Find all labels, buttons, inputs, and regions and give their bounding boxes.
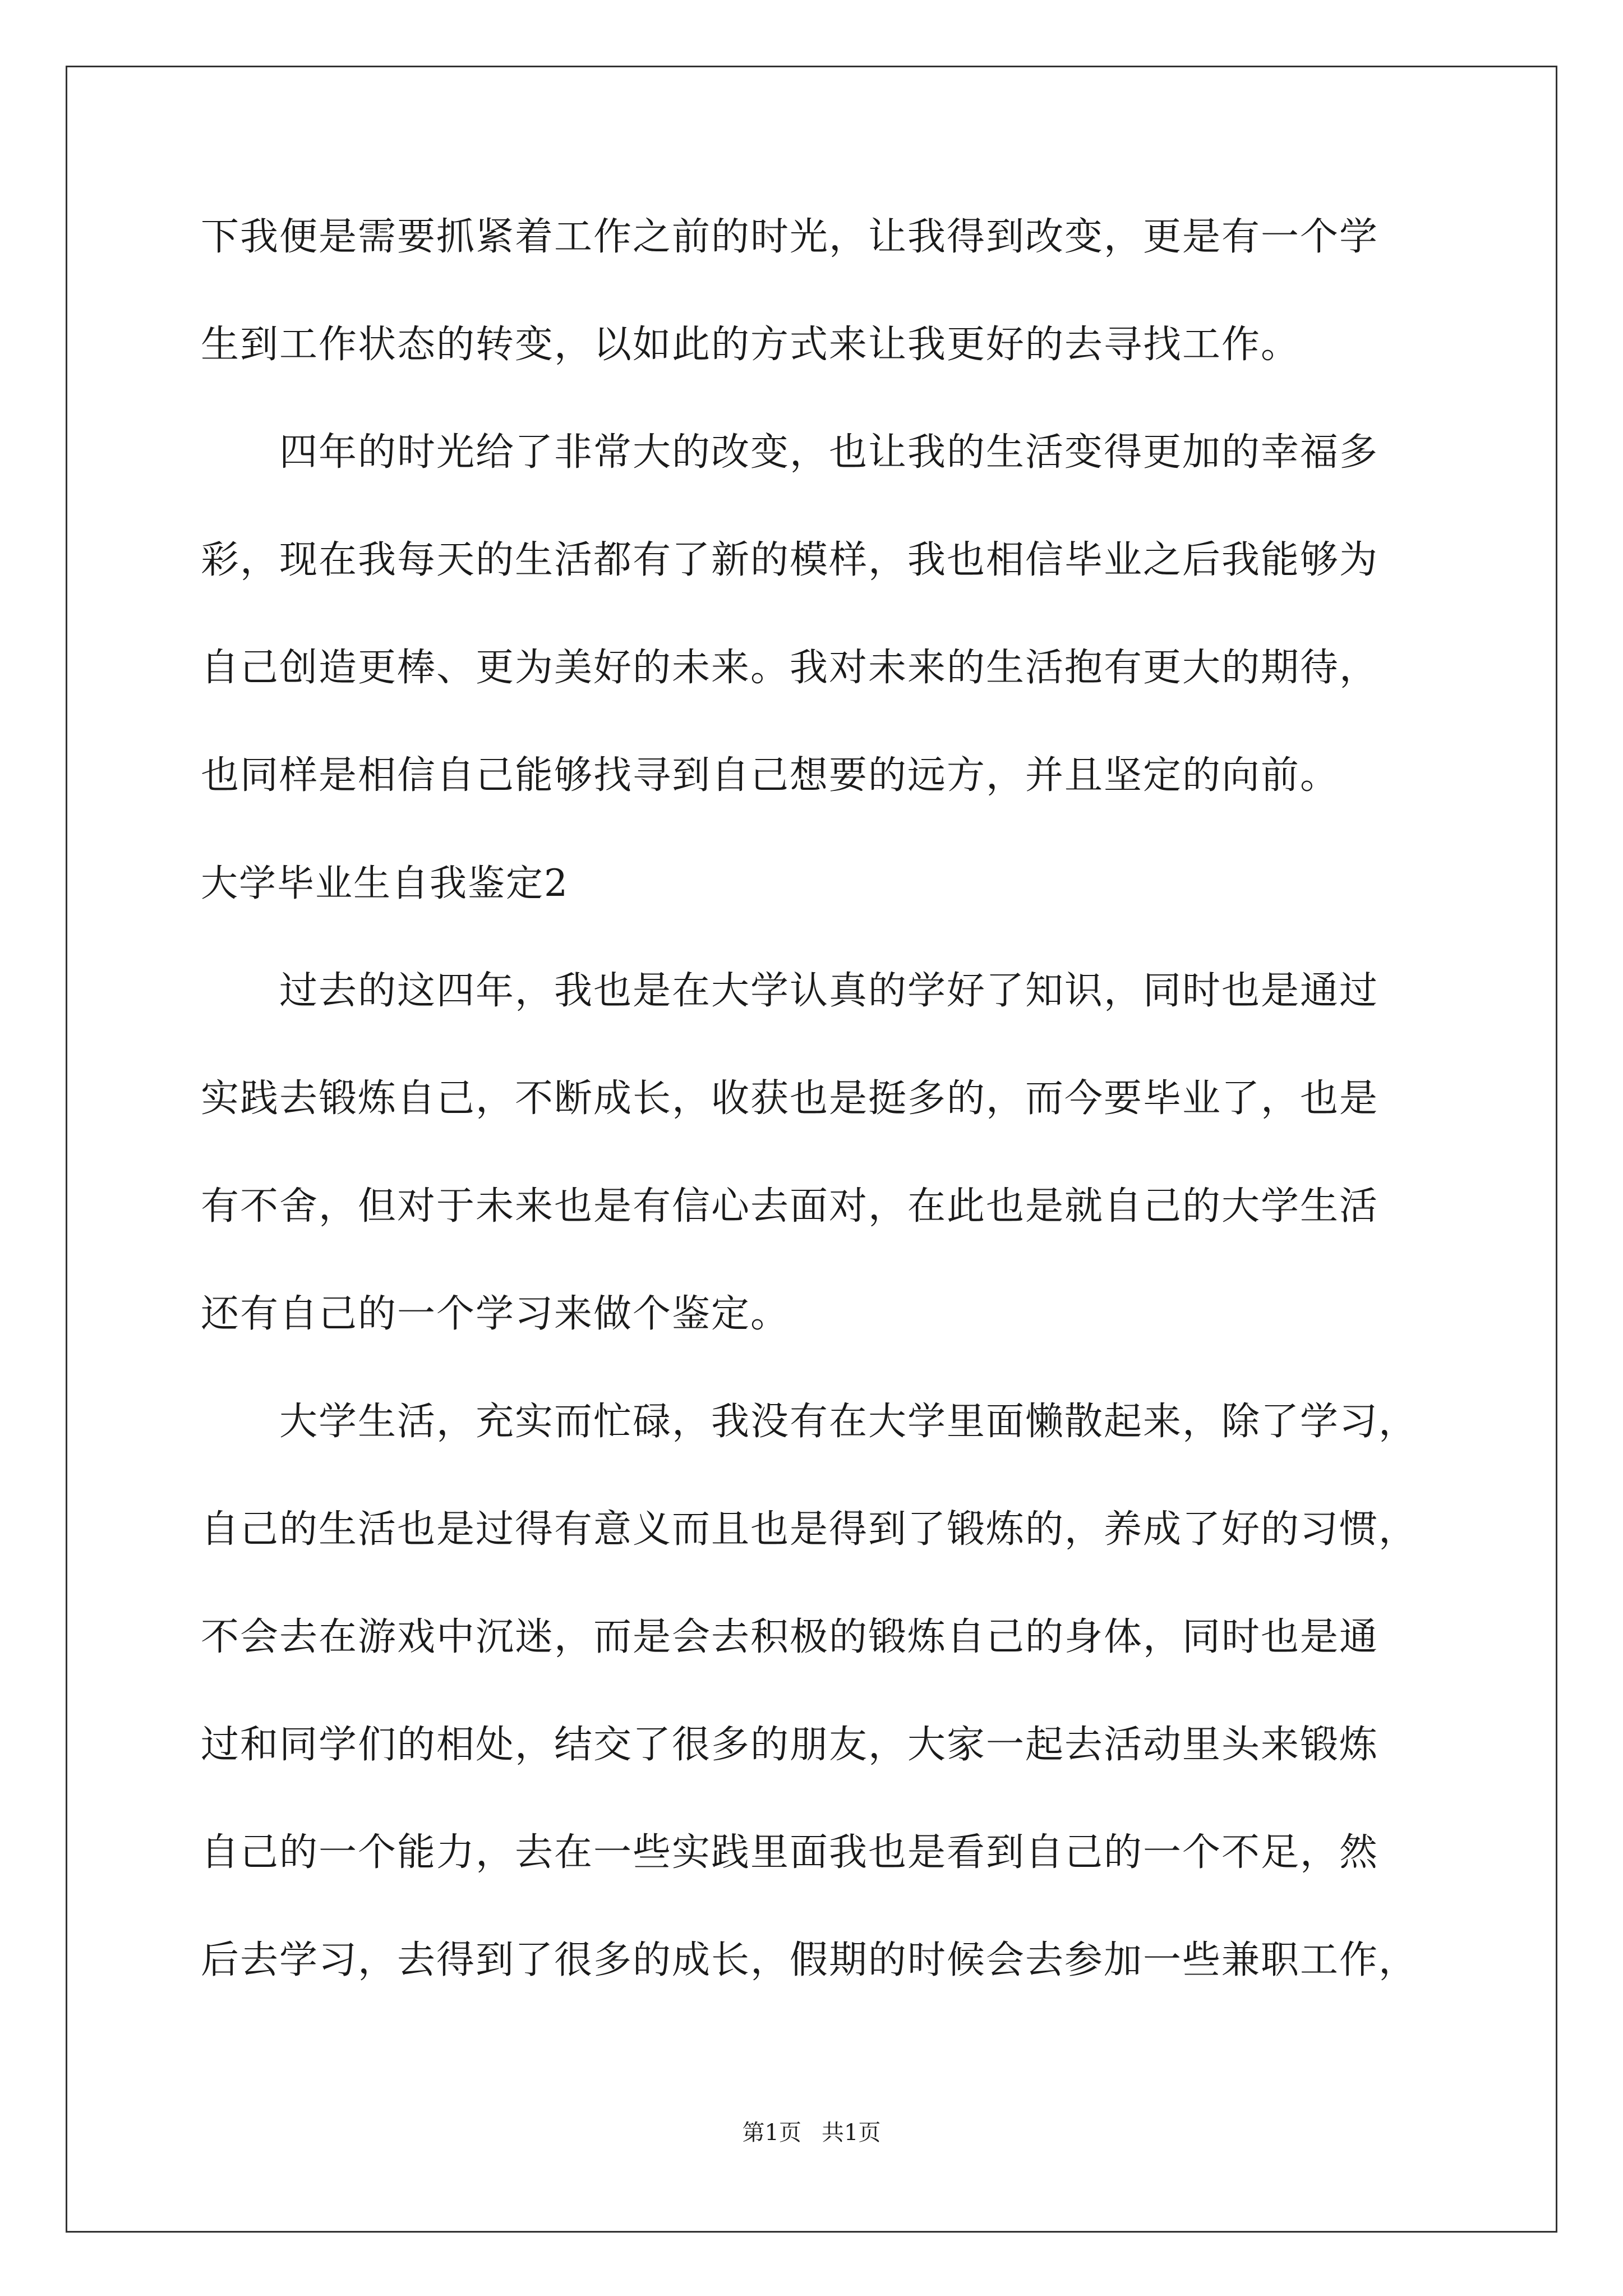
- paragraph-line: 自己的生活也是过得有意义而且也是得到了锻炼的，养成了好的习惯，: [201, 1507, 1418, 1552]
- document-body: [201, 216, 1435, 2047]
- paragraph-line: 后去学习，去得到了很多的成长，假期的时候会去参加一些兼职工作，: [201, 1938, 1418, 1982]
- page-footer: [0, 2119, 1623, 2146]
- paragraph-line: 自己创造更棒、更为美好的未来。我对未来的生活抱有更大的期待，: [201, 646, 1379, 690]
- paragraph-line: 自己的一个能力，去在一些实践里面我也是看到自己的一个不足，然: [201, 1830, 1379, 1875]
- paragraph-line: 下我便是需要抓紧着工作之前的时光，让我得到改变，更是有一个学: [201, 215, 1379, 259]
- paragraph-line: 有不舍，但对于未来也是有信心去面对，在此也是就自己的大学生活: [201, 1184, 1379, 1228]
- page-total: 共1页: [822, 2120, 881, 2146]
- paragraph-line: 四年的时光给了非常大的改变，也让我的生活变得更加的幸福多: [279, 430, 1379, 475]
- section-heading: 大学毕业生自我鉴定2: [201, 862, 569, 905]
- page-number: 第1页: [742, 2120, 801, 2146]
- paragraph-line: 大学生活，充实而忙碌，我没有在大学里面懒散起来，除了学习，: [279, 1400, 1418, 1444]
- paragraph-line: 过和同学们的相处，结交了很多的朋友，大家一起去活动里头来锻炼: [201, 1723, 1379, 1767]
- paragraph-line: 过去的这四年，我也是在大学认真的学好了知识，同时也是通过: [279, 969, 1379, 1013]
- paragraph-line: 也同样是相信自己能够找寻到自己想要的远方，并且坚定的向前。: [201, 753, 1340, 798]
- paragraph-line: 实践去锻炼自己，不断成长，收获也是挺多的，而今要毕业了，也是: [201, 1076, 1379, 1121]
- paragraph-line: 不会去在游戏中沉迷，而是会去积极的锻炼自己的身体，同时也是通: [201, 1615, 1379, 1659]
- paragraph-line: 彩，现在我每天的生活都有了新的模样，我也相信毕业之后我能够为: [201, 538, 1379, 582]
- paragraph-line: 还有自己的一个学习来做个鉴定。: [201, 1292, 790, 1336]
- paragraph-line: 生到工作状态的转变，以如此的方式来让我更好的去寻找工作。: [201, 323, 1301, 367]
